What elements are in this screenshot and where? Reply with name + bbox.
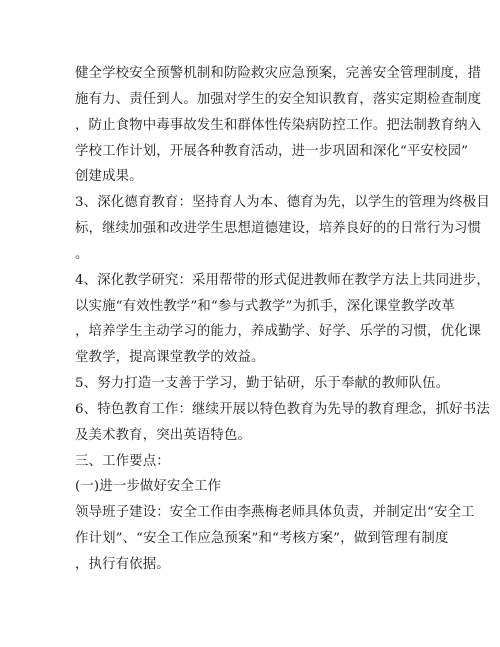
text-line: 标，继续加强和改进学生思想道德建设，培养良好的的日常行为习惯 xyxy=(75,221,482,236)
text-line: 以实施“有效性教学”和“参与式教学”为抓手，深化课堂教学改革 xyxy=(75,299,456,314)
text-line: 。 xyxy=(75,247,89,262)
text-line: (一)进一步做好安全工作 xyxy=(75,479,222,494)
text-line: 堂教学，提高课堂教学的效益。 xyxy=(75,350,265,365)
text-line: 领导班子建设：安全工作由李燕梅老师具体负责，并制定出“安全工 xyxy=(75,505,475,520)
text-line: 作计划”、“安全工作应急预案”和“考核方案”，做到管理有制度 xyxy=(75,531,449,546)
text-line: 5、努力打造一支善于学习，勤于钻研，乐于奉献的教师队伍。 xyxy=(75,376,450,391)
text-line: 4、深化教学研究：采用帮带的形式促进教师在教学方法上共同进步， xyxy=(75,273,490,288)
text-line: 施有力、责任到人。加强对学生的安全知识教育，落实定期检查制度 xyxy=(75,92,482,107)
text-line: 三、工作要点： xyxy=(75,454,170,469)
text-line: ，执行有依据。 xyxy=(75,557,170,572)
text-line: 创建成果。 xyxy=(75,169,143,184)
text-line: ，防止食物中毒事故发生和群体性传染病防控工作。把法制教育纳入 xyxy=(75,118,482,133)
text-line: ，培养学生主动学习的能力，养成勤学、好学、乐学的习惯，优化课 xyxy=(75,324,482,339)
text-line: 6、特色教育工作：继续开展以特色教育为先导的教育理念，抓好书法 xyxy=(75,402,490,417)
text-line: 学校工作计划，开展各种教育活动，进一步巩固和深化“平安校园” xyxy=(75,144,469,159)
text-line: 3、深化德育教育：坚持育人为本、德育为先，以学生的管理为终极目 xyxy=(75,195,490,210)
text-line: 及美术教育，突出英语特色。 xyxy=(75,428,252,443)
text-line: 健全学校安全预警机制和防险救灾应急预案，完善安全管理制度，措 xyxy=(75,66,482,81)
